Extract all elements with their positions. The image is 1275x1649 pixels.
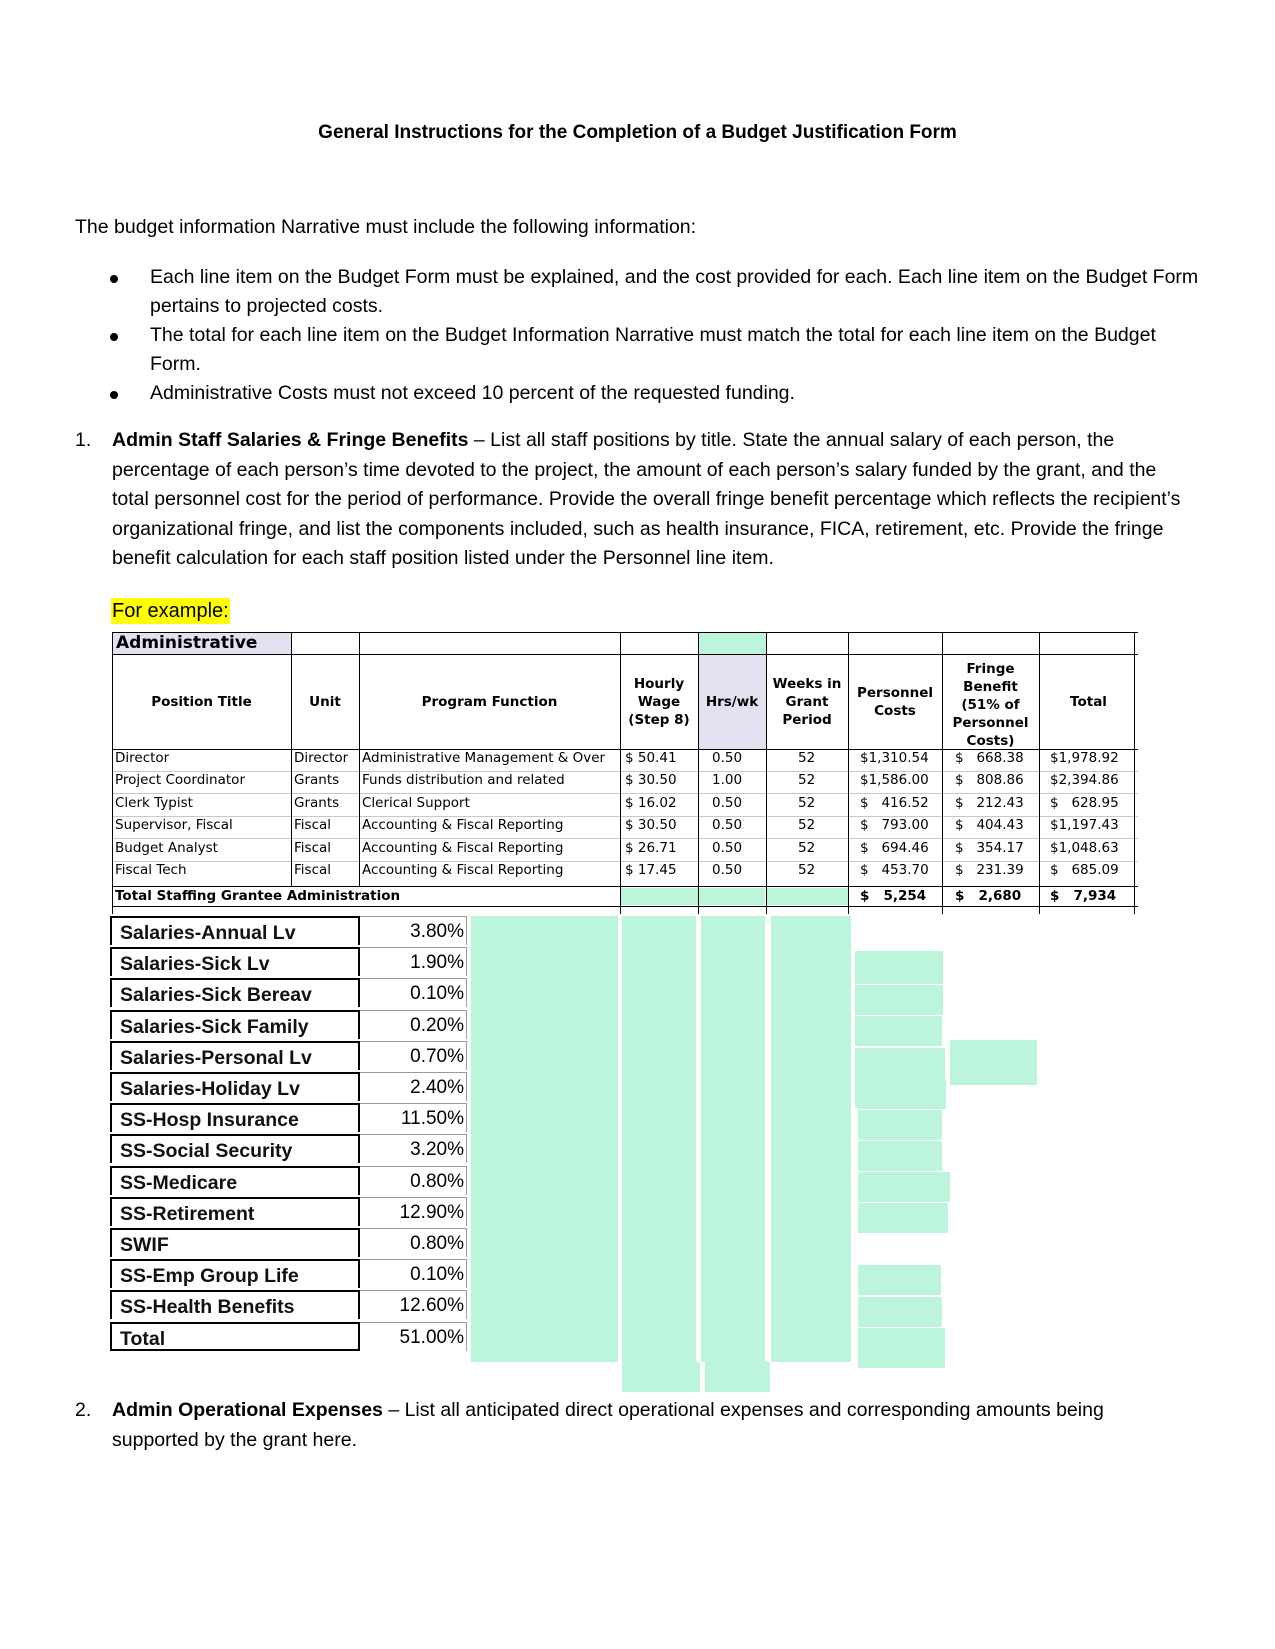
fringe-component-name: SS-Health Benefits bbox=[110, 1290, 360, 1319]
cell-fringe: $ 354.17 bbox=[955, 839, 1024, 856]
cell-total: $ 685.09 bbox=[1050, 862, 1119, 878]
fringe-component-name: Salaries-Personal Lv bbox=[110, 1041, 360, 1070]
total-total: $ 7,934 bbox=[1050, 888, 1117, 904]
fringe-component-name: Salaries-Sick Bereav bbox=[110, 978, 360, 1007]
example-label: For example: bbox=[112, 600, 229, 622]
cell-unit: Fiscal bbox=[294, 817, 332, 834]
section-2 bbox=[75, 1396, 1195, 1455]
fringe-component-name: Total bbox=[110, 1322, 360, 1351]
grid-line bbox=[112, 749, 1138, 750]
header-wage: Hourly Wage (Step 8) bbox=[628, 675, 690, 728]
cell-unit: Grants bbox=[294, 794, 340, 811]
budget-spreadsheet bbox=[112, 632, 1138, 914]
fringe-component-name: Salaries-Annual Lv bbox=[110, 916, 360, 945]
fringe-component-name: SS-Emp Group Life bbox=[110, 1259, 360, 1288]
fringe-component-name: SS-Hosp Insurance bbox=[110, 1103, 360, 1132]
cell-unit: Grants bbox=[294, 772, 340, 789]
highlight-cell bbox=[855, 951, 943, 984]
highlight-cell bbox=[858, 1079, 946, 1109]
list-item: Administrative Costs must not exceed 10 percent of the requested funding. bbox=[110, 379, 1200, 408]
grid-line bbox=[848, 632, 849, 914]
section-label: Administrative bbox=[116, 633, 258, 653]
fringe-component-percent: 0.20% bbox=[360, 1010, 467, 1039]
highlight-cell bbox=[622, 916, 696, 1362]
fringe-component-name: SS-Social Security bbox=[110, 1134, 360, 1163]
cell-hrs: 0.50 bbox=[712, 750, 743, 766]
cell-hrs: 0.50 bbox=[712, 862, 743, 878]
cell-wage: $ 26.71 bbox=[625, 839, 677, 856]
fringe-component-percent: 0.80% bbox=[360, 1228, 467, 1257]
section-text: – List all anticipated direct operational expenses and corresponding amounts being supported by the grant here. bbox=[112, 1399, 1104, 1451]
cell-personnel: $ 453.70 bbox=[860, 862, 929, 878]
cell-wage: $ 50.41 bbox=[625, 750, 677, 766]
fringe-component-name: Salaries-Holiday Lv bbox=[110, 1072, 360, 1101]
highlight-cell bbox=[858, 1141, 942, 1171]
cell-fringe: $ 808.86 bbox=[955, 772, 1024, 789]
highlight-cell bbox=[858, 1203, 948, 1233]
header-personnel: Personnel Costs bbox=[856, 684, 934, 719]
cell-hrs: 0.50 bbox=[712, 794, 743, 811]
fringe-component-percent: 3.80% bbox=[360, 916, 467, 945]
total-fill bbox=[766, 888, 848, 905]
section-number: 1. bbox=[75, 429, 92, 451]
grid-line bbox=[942, 632, 943, 914]
cell-personnel: $ 416.52 bbox=[860, 794, 929, 811]
highlight-cell bbox=[701, 916, 765, 1362]
cell-function: Funds distribution and related bbox=[362, 772, 565, 789]
grid-line bbox=[112, 906, 1138, 907]
header-weeks: Weeks in Grant Period bbox=[772, 675, 842, 728]
cell-fringe: $ 668.38 bbox=[955, 750, 1024, 766]
highlight-cell bbox=[858, 1172, 950, 1202]
cell-fringe: $ 212.43 bbox=[955, 794, 1024, 811]
page-title: General Instructions for the Completion of a Budget Justification Form bbox=[318, 122, 957, 143]
header-unit: Unit bbox=[309, 693, 341, 710]
cell-personnel: $1,586.00 bbox=[860, 772, 929, 789]
fringe-component-percent: 11.50% bbox=[360, 1103, 467, 1132]
highlight-cell bbox=[471, 916, 618, 1362]
highlight-cell bbox=[858, 1328, 945, 1368]
highlight-cell bbox=[622, 1362, 700, 1392]
section-heading: Admin Staff Salaries & Fringe Benefits bbox=[112, 429, 469, 451]
fringe-component-percent: 0.10% bbox=[360, 978, 467, 1007]
total-fill bbox=[620, 888, 765, 905]
cell-wage: $ 17.45 bbox=[625, 862, 677, 878]
total-row-label: Total Staffing Grantee Administration bbox=[115, 888, 401, 904]
fringe-component-name: SWIF bbox=[110, 1228, 360, 1257]
total-personnel: $ 5,254 bbox=[860, 888, 927, 904]
fringe-component-percent: 2.40% bbox=[360, 1072, 467, 1101]
cell-function: Clerical Support bbox=[362, 794, 470, 811]
cell-weeks: 52 bbox=[798, 839, 816, 856]
grid-line bbox=[291, 632, 292, 887]
cell-unit: Fiscal bbox=[294, 862, 332, 878]
fringe-component-name: Salaries-Sick Family bbox=[110, 1010, 360, 1039]
total-fringe: $ 2,680 bbox=[955, 888, 1022, 904]
cell-personnel: $1,310.54 bbox=[860, 750, 929, 766]
header-function: Program Function bbox=[421, 693, 558, 710]
highlight-cell bbox=[855, 985, 943, 1015]
fringe-component-name: Salaries-Sick Lv bbox=[110, 947, 360, 976]
fringe-component-name: SS-Medicare bbox=[110, 1166, 360, 1195]
grid-line bbox=[698, 632, 699, 914]
cell-function: Accounting & Fiscal Reporting bbox=[362, 839, 564, 856]
grid-line bbox=[112, 654, 1138, 655]
header-fill bbox=[698, 632, 766, 654]
list-item: Each line item on the Budget Form must be explained, and the cost provided for each. Each line item on the Budget Form pertains to projected costs. bbox=[110, 263, 1200, 321]
header-hrs: Hrs/wk bbox=[705, 693, 759, 710]
list-item: The total for each line item on the Budget Information Narrative must match the total for each line item on the Budget Form. bbox=[110, 321, 1200, 379]
fringe-component-percent: 1.90% bbox=[360, 947, 467, 976]
cell-position: Supervisor, Fiscal bbox=[115, 817, 233, 834]
grid-line bbox=[766, 632, 767, 914]
grid-line bbox=[112, 632, 1138, 633]
grid-line bbox=[1134, 632, 1135, 914]
grid-line bbox=[359, 632, 360, 887]
cell-position: Project Coordinator bbox=[115, 772, 245, 789]
cell-fringe: $ 231.39 bbox=[955, 862, 1024, 878]
bullet-icon bbox=[110, 333, 118, 341]
cell-position: Director bbox=[115, 750, 170, 766]
bullet-icon bbox=[110, 391, 118, 399]
section-number: 2. bbox=[75, 1399, 92, 1421]
cell-function: Accounting & Fiscal Reporting bbox=[362, 862, 564, 878]
highlight-cell bbox=[858, 1297, 942, 1327]
cell-weeks: 52 bbox=[798, 772, 816, 789]
section-text: – List all staff positions by title. State the annual salary of each person, the percentage of each person’s time devoted to the project, the amount of each person’s salary funded by the grant, and the total personnel cost for the period of performance. Provide the overall fringe benefit percentage which reflects the recipient’s organizational fringe, and list the components included, such as health insurance, FICA, retirement, etc. Provide the fringe benefit calculation for each staff position listed under the Personnel line item. bbox=[112, 429, 1181, 569]
section-1 bbox=[75, 426, 1195, 574]
cell-total: $1,978.92 bbox=[1050, 750, 1119, 766]
bullet-icon bbox=[110, 275, 118, 283]
cell-position: Fiscal Tech bbox=[115, 862, 187, 878]
cell-wage: $ 30.50 bbox=[625, 817, 677, 834]
cell-personnel: $ 793.00 bbox=[860, 817, 929, 834]
highlight-cell bbox=[705, 1362, 770, 1392]
cell-total: $2,394.86 bbox=[1050, 772, 1119, 789]
header-total: Total bbox=[1070, 693, 1107, 710]
intro-text: The budget information Narrative must include the following information: bbox=[75, 216, 697, 238]
cell-weeks: 52 bbox=[798, 817, 816, 834]
cell-total: $1,048.63 bbox=[1050, 839, 1119, 856]
cell-hrs: 1.00 bbox=[712, 772, 743, 789]
cell-position: Clerk Typist bbox=[115, 794, 193, 811]
cell-weeks: 52 bbox=[798, 862, 816, 878]
cell-weeks: 52 bbox=[798, 750, 816, 766]
cell-position: Budget Analyst bbox=[115, 839, 218, 856]
highlight-cell bbox=[855, 1016, 942, 1046]
cell-function: Accounting & Fiscal Reporting bbox=[362, 817, 564, 834]
fringe-component-percent: 12.90% bbox=[360, 1197, 467, 1226]
section-heading: Admin Operational Expenses bbox=[112, 1399, 383, 1421]
fringe-component-percent: 12.60% bbox=[360, 1290, 467, 1319]
highlight-cell bbox=[858, 1110, 942, 1140]
cell-wage: $ 16.02 bbox=[625, 794, 677, 811]
cell-hrs: 0.50 bbox=[712, 817, 743, 834]
cell-unit: Director bbox=[294, 750, 349, 766]
header-position: Position Title bbox=[151, 693, 252, 710]
grid-line bbox=[112, 632, 113, 914]
cell-fringe: $ 404.43 bbox=[955, 817, 1024, 834]
highlight-cell bbox=[950, 1040, 1037, 1085]
grid-line bbox=[112, 886, 1138, 887]
cell-hrs: 0.50 bbox=[712, 839, 743, 856]
fringe-component-percent: 0.70% bbox=[360, 1041, 467, 1070]
requirements-list bbox=[110, 263, 1200, 408]
cell-wage: $ 30.50 bbox=[625, 772, 677, 789]
cell-total: $ 628.95 bbox=[1050, 794, 1119, 811]
highlight-cell bbox=[858, 1265, 941, 1295]
cell-unit: Fiscal bbox=[294, 839, 332, 856]
fringe-component-percent: 0.80% bbox=[360, 1166, 467, 1195]
fringe-component-percent: 0.10% bbox=[360, 1259, 467, 1288]
fringe-component-percent: 51.00% bbox=[360, 1322, 467, 1351]
fringe-component-name: SS-Retirement bbox=[110, 1197, 360, 1226]
cell-total: $1,197.43 bbox=[1050, 817, 1119, 834]
grid-line bbox=[1039, 632, 1040, 914]
highlight-cell bbox=[771, 916, 851, 1362]
header-fringe: Fringe Benefit (51% of Personnel Costs) bbox=[952, 660, 1029, 749]
cell-personnel: $ 694.46 bbox=[860, 839, 929, 856]
cell-weeks: 52 bbox=[798, 794, 816, 811]
cell-function: Administrative Management & Over bbox=[362, 750, 606, 766]
fringe-component-percent: 3.20% bbox=[360, 1134, 467, 1163]
grid-line bbox=[620, 632, 621, 914]
